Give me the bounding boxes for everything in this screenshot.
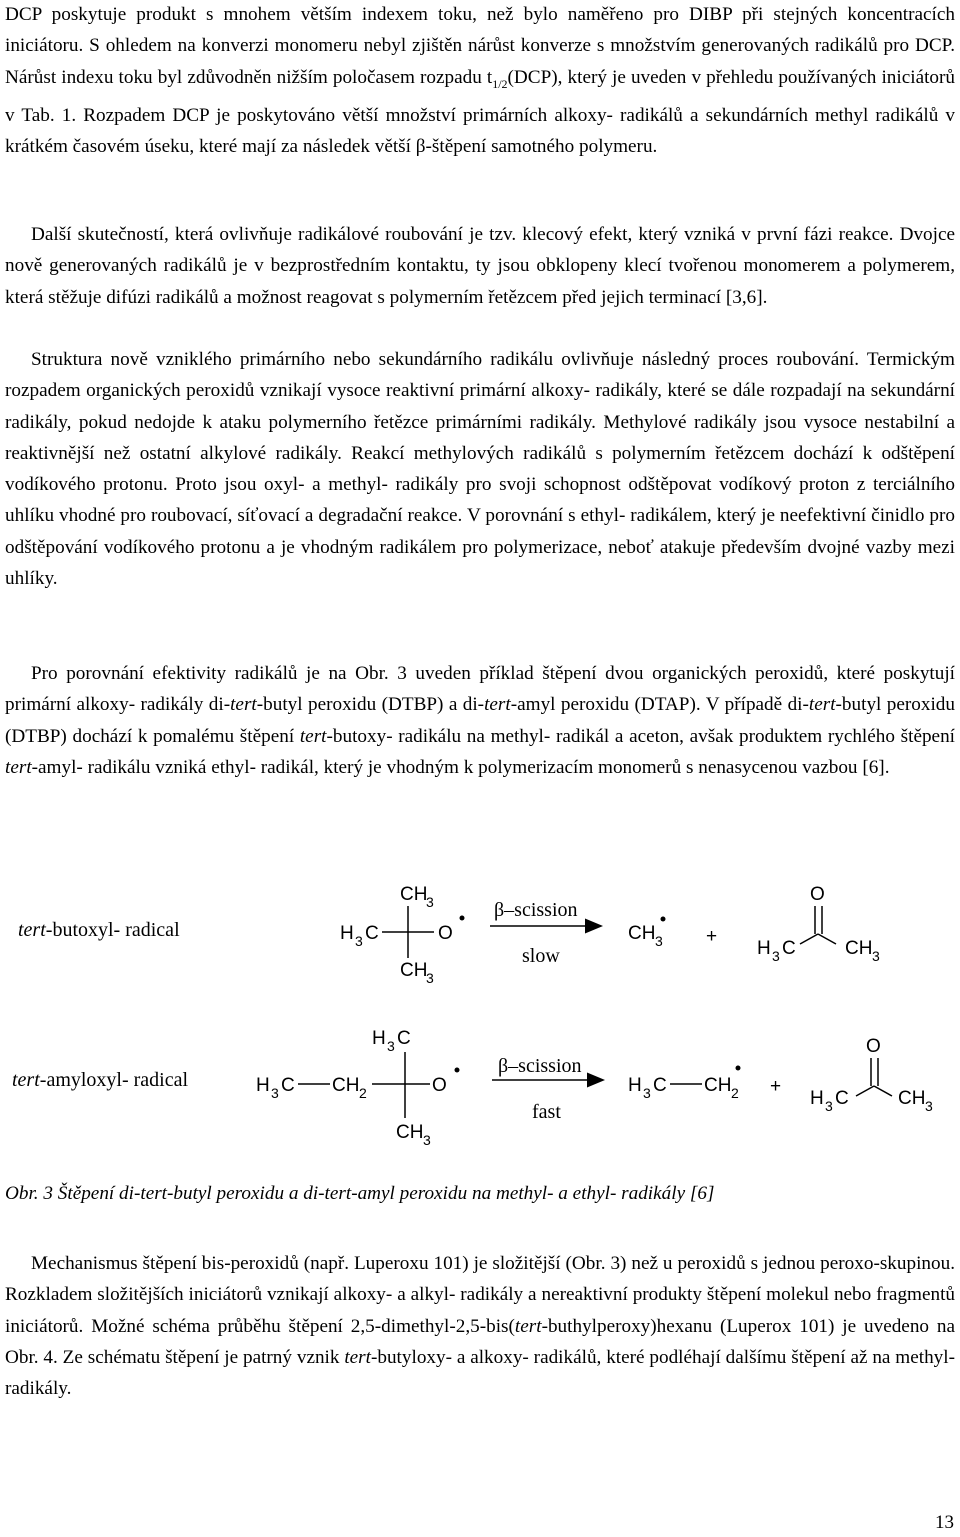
- figure-caption: Obr. 3 Štěpení di-tert-butyl peroxidu a di-tert-amyl peroxidu na methyl- a ethyl- radikály [6]: [5, 1183, 715, 1204]
- svg-text:2: 2: [731, 1085, 739, 1101]
- p5-seg-c: -buthylperoxy)hexanu (Luperox 101) je uvedeno na Obr. 4. Ze schématu štěpení je patrný vznik: [5, 1315, 955, 1368]
- p4-seg-g: -butyl peroxidu (DTBP) dochází k pomalému štěpení: [5, 694, 955, 747]
- p4-seg-i: -butoxy- radikálu na methyl- radikál a aceton, avšak produktem rychlého štěpení: [326, 725, 955, 747]
- svg-text:CH: CH: [332, 1075, 360, 1096]
- p4-seg-h: tert: [299, 725, 327, 747]
- svg-text:3: 3: [423, 1132, 431, 1148]
- svg-text:3: 3: [772, 948, 780, 964]
- svg-text:CH: CH: [396, 1122, 424, 1143]
- p5-seg-b: tert: [514, 1315, 542, 1337]
- paragraph-5: [5, 1248, 955, 1404]
- paragraph-1: [5, 0, 955, 162]
- svg-text:H: H: [757, 938, 771, 959]
- half-life-subscript: 1/2: [492, 76, 508, 91]
- p4-seg-c: -butyl peroxidu (DTBP) a di-: [256, 694, 485, 716]
- svg-text:2: 2: [359, 1085, 367, 1101]
- svg-text:C: C: [782, 938, 796, 959]
- svg-text:CH: CH: [400, 884, 428, 905]
- p4-seg-k: -amyl- radikálu vzniká ethyl- radikál, který je vhodným k polymerizacím monomerů s nenasycenou vazbou [6].: [31, 756, 890, 778]
- row-2-plus: +: [770, 1076, 782, 1097]
- svg-text:3: 3: [872, 948, 880, 964]
- row-2-label: tert-amyloxyl- radical: [12, 1069, 189, 1091]
- row-1-tert-butoxyl: [18, 884, 880, 986]
- row-1-label: tert-butoxyl- radical: [18, 919, 180, 941]
- svg-text:O: O: [432, 1075, 447, 1096]
- paragraph-3: [5, 344, 955, 594]
- svg-text:3: 3: [655, 933, 663, 949]
- acetone-structure: [757, 884, 880, 964]
- row-1-plus: +: [706, 926, 718, 947]
- p5-seg-d: tert: [344, 1346, 371, 1368]
- tert-amyloxyl-structure: [256, 1028, 460, 1148]
- paragraph-3-text: Struktura nově vzniklého primárního nebo sekundárního radikálu ovlivňuje následný proces roubování. Termickým rozpadem organických peroxidů vznikají vysoce reaktivní primární alkoxy- radikály, které se dále rozpadají na sekundární radikály, pokud nedojde k ataku polymerního řetězce primárními radikály. Methylové radikály jsou vysoce nestabilní a reaktivnější než ostatní alkylové radikály. Reakcí methylových radikálů s polymerním řetězcem dochází k odštěpení vodíkového protonu. Proto jsou oxyl- a methyl- radikály pro svoji schopnost odštěpovat vodíkový proton z terciálního uhlíku vhodné pro roubovací, síťovací a degradační reakce. V porovnání s ethyl- radikálem, který je neefektivní činidlo pro odštěpování vodíkového protonu a je vhodným radikálem pro polymerizace, neboť atakuje především dvojné vazby mezi uhlíky.: [5, 349, 955, 590]
- p4-seg-b: tert: [230, 694, 257, 716]
- svg-text:CH: CH: [704, 1075, 732, 1096]
- svg-text:CH: CH: [845, 938, 873, 959]
- svg-text:3: 3: [925, 1098, 933, 1114]
- p5-seg-e: -butyloxy- a alkoxy- radikálů, které podléhají dalšímu štěpení až na methyl- radikály.: [5, 1346, 955, 1400]
- row-2-arrow-top: β–scission: [498, 1055, 582, 1077]
- row-1-arrow-bottom: slow: [522, 945, 560, 967]
- svg-text:H: H: [340, 923, 354, 944]
- svg-text:C: C: [835, 1088, 849, 1109]
- svg-text:3: 3: [825, 1098, 833, 1114]
- p5-seg-a: Mechanismus štěpení bis-peroxidů (např. Luperoxu 101) je složitější (Obr. 3) než u peroxidů s jednou peroxo-skupinou. Rozkladem složitějších iniciátorů vznikají alkoxy- a alkyl- radikály a nereaktivní produkty štěpení molekul nebo fragmentů iniciátorů. Možné schéma průběhu štěpení 2,5-dimethyl-2,5-bis(: [5, 1253, 955, 1337]
- page-number: 13: [935, 1512, 954, 1533]
- svg-text:3: 3: [387, 1038, 395, 1054]
- row-1-arrow-top: β–scission: [494, 899, 578, 921]
- svg-text:C: C: [397, 1028, 411, 1049]
- svg-text:3: 3: [355, 933, 363, 949]
- paragraph-1-text: DCP poskytuje produkt s mnohem větším indexem toku, než bylo naměřeno pro DIBP při stejných koncentracích iniciátoru. S ohledem na konverzi monomeru nebyl zjištěn nárůst konverze s množstvím generovaných radikálů pro DCP. Nárůst indexu toku byl zdůvodněn nižším poločasem rozpadu t: [5, 4, 955, 88]
- acetone-structure-2: [810, 1036, 933, 1114]
- paragraph-2: [5, 219, 955, 313]
- p4-seg-j: tert: [5, 756, 32, 778]
- svg-text:H: H: [372, 1028, 386, 1049]
- p4-seg-d: tert: [484, 694, 511, 716]
- svg-text:O: O: [438, 923, 453, 944]
- svg-text:CH: CH: [628, 923, 656, 944]
- svg-text:3: 3: [643, 1085, 651, 1101]
- svg-text:O: O: [810, 884, 825, 905]
- row-2-arrow-bottom: fast: [532, 1101, 561, 1123]
- svg-text:H: H: [628, 1075, 642, 1096]
- svg-text:O: O: [866, 1036, 881, 1057]
- paragraph-1-text-cont: (DCP), který je uveden v přehledu používaných iniciátorů v Tab. 1. Rozpadem DCP je poskytováno větší množství primárních alkoxy- radikálů a sekundárních methyl radikálů v krátkém časovém úseku, které mají za následek větší β-štěpení samotného polymeru.: [5, 66, 955, 158]
- paragraph-2-text: Další skutečností, která ovlivňuje radikálové roubování je tzv. klecový efekt, který vzniká v první fázi reakce. Dvojce nově generovaných radikálů je v bezprostředním kontaktu, ty jsou obklopeny klecí tvořenou monomerem a polymerem, která stěžuje difúzi radikálů a možnost reagovat s polymerním řetězcem před jejich terminací [3,6].: [5, 224, 955, 308]
- svg-text:3: 3: [271, 1085, 279, 1101]
- svg-text:C: C: [653, 1075, 667, 1096]
- svg-text:C: C: [365, 923, 379, 944]
- svg-text:C: C: [281, 1075, 295, 1096]
- p4-seg-e: -amyl peroxidu (DTAP). V případě di-: [510, 694, 809, 716]
- beta-scission-scheme: [0, 862, 960, 1162]
- row-2-tert-amyloxyl: [12, 1028, 933, 1148]
- svg-text:CH: CH: [898, 1088, 926, 1109]
- tert-butoxyl-structure: [340, 884, 465, 986]
- ethyl-radical: [628, 1066, 741, 1102]
- svg-text:3: 3: [426, 894, 434, 910]
- p4-seg-a: Pro porovnání efektivity radikálů je na Obr. 3 uveden příklad štěpení dvou organických peroxidů, které poskytují primární alkoxy- radikály di-: [5, 663, 955, 716]
- svg-text:3: 3: [426, 970, 434, 986]
- methyl-radical: [628, 917, 666, 950]
- paragraph-4: [5, 658, 955, 783]
- svg-text:H: H: [810, 1088, 824, 1109]
- svg-text:CH: CH: [400, 960, 428, 981]
- p4-seg-f: tert: [808, 694, 836, 716]
- svg-text:H: H: [256, 1075, 270, 1096]
